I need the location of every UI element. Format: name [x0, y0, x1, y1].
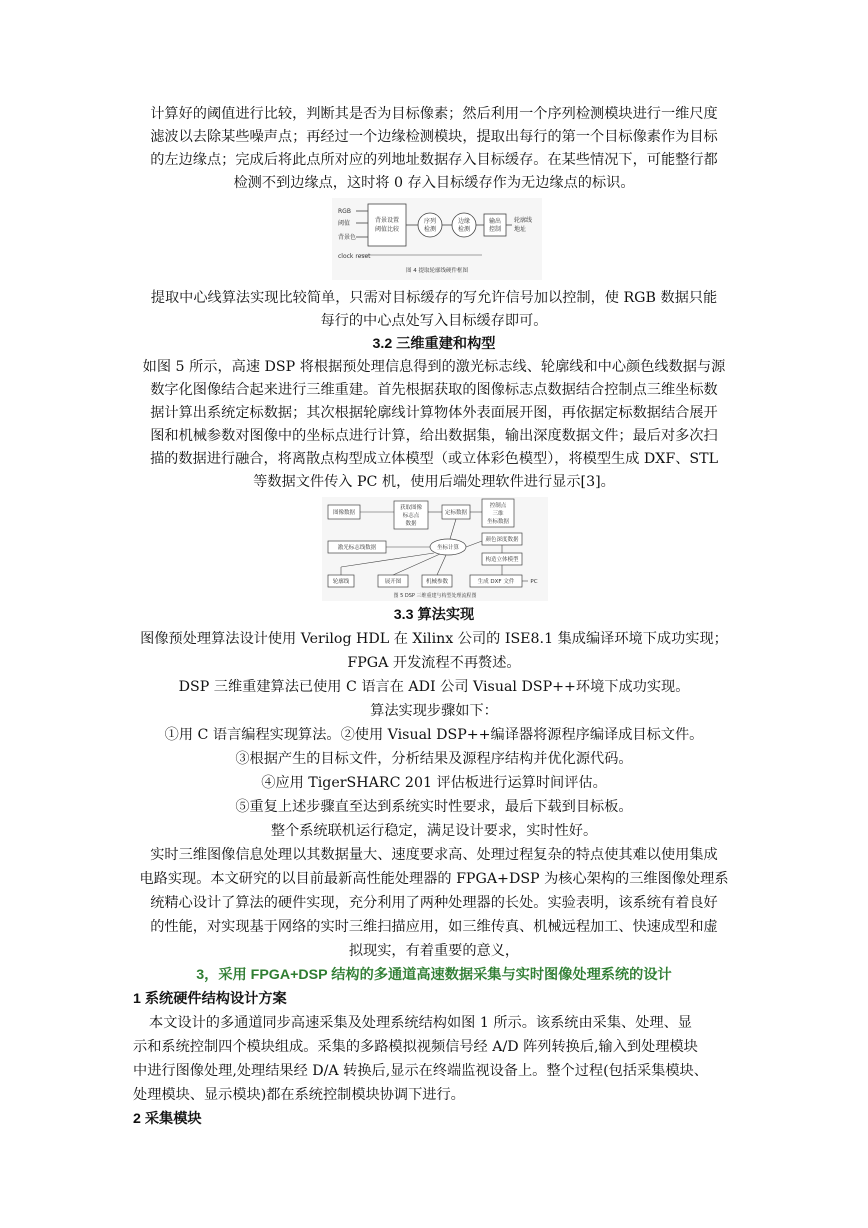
para6-line-1: 本文设计的多通道同步高速采集及处理系统结构如图 1 所示。该系统由采集、处理、显 — [149, 1015, 692, 1031]
para4-line-5: ①用 C 语言编程实现算法。②使用 Visual DSP++编译器将源程序编译成目标文件。 — [164, 727, 704, 743]
svg-text:图像数据: 图像数据 — [332, 510, 356, 516]
svg-text:控制点: 控制点 — [489, 503, 507, 509]
svg-text:输出: 输出 — [488, 218, 502, 225]
fig4-block-1-a: 背景设置 — [374, 217, 400, 224]
section-title-green: 3，采用 FPGA+DSP 结构的多通道高速数据采集与实时图像处理系统的设计 — [196, 967, 672, 983]
svg-text:获取图像: 获取图像 — [399, 505, 423, 511]
svg-text:序列: 序列 — [423, 218, 437, 225]
para5-line-4: 的性能，对实现基于网络的实时三维扫描应用，如三维传真、机械远程加工、快速成型和虚 — [150, 919, 718, 935]
svg-text:构造立体模型: 构造立体模型 — [485, 557, 519, 563]
para4-line-7: ④应用 TigerSHARC 201 评估板进行运算时间评估。 — [261, 775, 607, 791]
para3-line-3: 据计算出系统定标数据；其次根据轮廓线计算物体外表面展开图，再依据定标数据结合展开 — [150, 405, 718, 421]
figure-4-diagram — [332, 198, 542, 280]
para4-line-3: DSP 三维重建算法已使用 C 语言在 ADI 公司 Visual DSP++环境下成功实现。 — [178, 679, 690, 695]
svg-text:检测: 检测 — [423, 226, 437, 233]
heading-3-2: 3.2 三维重建和构型 — [372, 336, 496, 352]
para3-line-6: 等数据文件传入 PC 机，使用后端处理软件进行显示[3]。 — [253, 474, 615, 490]
para3-line-2: 数字化图像结合起来进行三维重建。首先根据获取的图像标志点数据结合控制点三维坐标数 — [150, 382, 718, 398]
svg-text:坐标计算: 坐标计算 — [436, 545, 460, 551]
para5-line-2: 电路实现。本文研究的以目前最新高性能处理器的 FPGA+DSP 为核心架构的三维图像处理系 — [139, 871, 729, 887]
para6-line-3: 中进行图像处理,处理结果经 D/A 转换后,显示在终端监视设备上。整个过程(包括采集模块、 — [133, 1063, 708, 1079]
para5-line-1: 实时三维图像信息处理以其数据量大、速度要求高、处理过程复杂的特点使其难以使用集成 — [150, 847, 718, 863]
svg-text:标志点: 标志点 — [402, 513, 420, 519]
fig5-caption: 图 5 DSP 三维重建与构型处理流程图 — [393, 593, 477, 599]
para4-line-8: ⑤重复上述步骤直至达到系统实时性要求，最后下载到目标板。 — [235, 799, 633, 815]
fig4-input-bg: 背景色 — [338, 234, 357, 241]
para4-line-9: 整个系统联机运行稳定，满足设计要求，实时性好。 — [270, 823, 598, 839]
para3-line-5: 描的数据进行融合，将离散点构型成立体模型（或立体彩色模型），将模型生成 DXF、STL — [149, 451, 719, 467]
figure-5-diagram — [322, 497, 548, 601]
para2-line-2: 每行的中心点处写入目标缓存即可。 — [320, 313, 548, 329]
para3-line-1: 如图 5 所示，高速 DSP 将根据预处理信息得到的激光标志线、轮廓线和中心颜色线数据与源 — [142, 359, 726, 375]
para6-line-4: 处理模块、显示模块)都在系统控制模块协调下进行。 — [133, 1087, 465, 1103]
para4-line-4: 算法实现步骤如下： — [370, 703, 498, 719]
para1-line-3: 的左边缘点；完成后将此点所对应的列地址数据存入目标缓存。在某些情况下，可能整行都 — [150, 152, 718, 168]
svg-text:展开图: 展开图 — [384, 579, 402, 585]
para4-line-2: FPGA 开发流程不再赘述。 — [347, 655, 521, 671]
para4-line-6: ③根据产生的目标文件，分析结果及源程序结构并优化源代码。 — [235, 751, 633, 767]
fig4-block-sequence — [418, 213, 442, 237]
svg-text:机械参数: 机械参数 — [425, 579, 449, 585]
para1-line-4: 检测不到边缘点，这时将 0 存入目标缓存作为无边缘点的标识。 — [233, 175, 635, 191]
heading-3-3: 3.3 算法实现 — [393, 607, 475, 623]
fig4-input-threshold: 阈值 — [338, 220, 351, 227]
svg-text:控制: 控制 — [488, 226, 502, 233]
fig4-input-rgb: RGB — [338, 208, 351, 215]
fig4-clock: clock reset — [338, 253, 371, 260]
svg-text:轮廓线: 轮廓线 — [332, 579, 350, 585]
svg-text:颜色深度数据: 颜色深度数据 — [485, 537, 519, 543]
svg-text:轮廓线: 轮廓线 — [514, 217, 533, 224]
fig4-block-threshold — [368, 204, 406, 246]
svg-text:定标数据: 定标数据 — [444, 510, 468, 516]
heading-1: 1 系统硬件结构设计方案 — [133, 991, 287, 1007]
heading-2: 2 采集模块 — [133, 1111, 202, 1127]
fig4-block-1-b: 阈值比较 — [374, 226, 400, 233]
svg-text:地址: 地址 — [514, 226, 527, 233]
svg-text:生成 DXF 文件: 生成 DXF 文件 — [477, 579, 515, 585]
para1-line-2: 滤波以去除某些噪声点；再经过一个边缘检测模块，提取出每行的第一个目标像素作为目标 — [150, 129, 718, 145]
svg-text:数据: 数据 — [405, 521, 417, 527]
svg-text:PC: PC — [530, 579, 538, 585]
para5-line-3: 统精心设计了算法的硬件实现，充分利用了两种处理器的长处。实验表明，该系统有着良好 — [150, 895, 718, 911]
svg-text:边缘: 边缘 — [457, 218, 471, 225]
svg-text:激光标志线数据: 激光标志线数据 — [337, 545, 377, 551]
fig4-block-edge — [452, 213, 476, 237]
para6-line-2: 示和系统控制四个模块组成。采集的多路模拟视频信号经 A/D 阵列转换后,输入到处理模块 — [133, 1039, 698, 1055]
svg-text:检测: 检测 — [457, 226, 471, 233]
fig4-caption: 图 4 提取轮廓线硬件框图 — [406, 268, 468, 274]
svg-text:三维: 三维 — [492, 511, 504, 517]
para4-line-1: 图像预处理算法设计使用 Verilog HDL 在 Xilinx 公司的 ISE8.1 集成编译环境下成功实现； — [140, 631, 728, 647]
para5-line-5: 拟现实，有着重要的意义， — [348, 943, 520, 959]
svg-text:坐标数据: 坐标数据 — [486, 519, 510, 525]
para1-line-1: 计算好的阈值进行比较，判断其是否为目标像素；然后利用一个序列检测模块进行一维尺度 — [150, 106, 718, 122]
para3-line-4: 图和机械参数对图像中的坐标点进行计算，给出数据集，输出深度数据文件；最后对多次扫 — [150, 428, 718, 444]
para2-line-1: 提取中心线算法实现比较简单，只需对目标缓存的写允许信号加以控制，使 RGB 数据只能 — [150, 290, 718, 306]
